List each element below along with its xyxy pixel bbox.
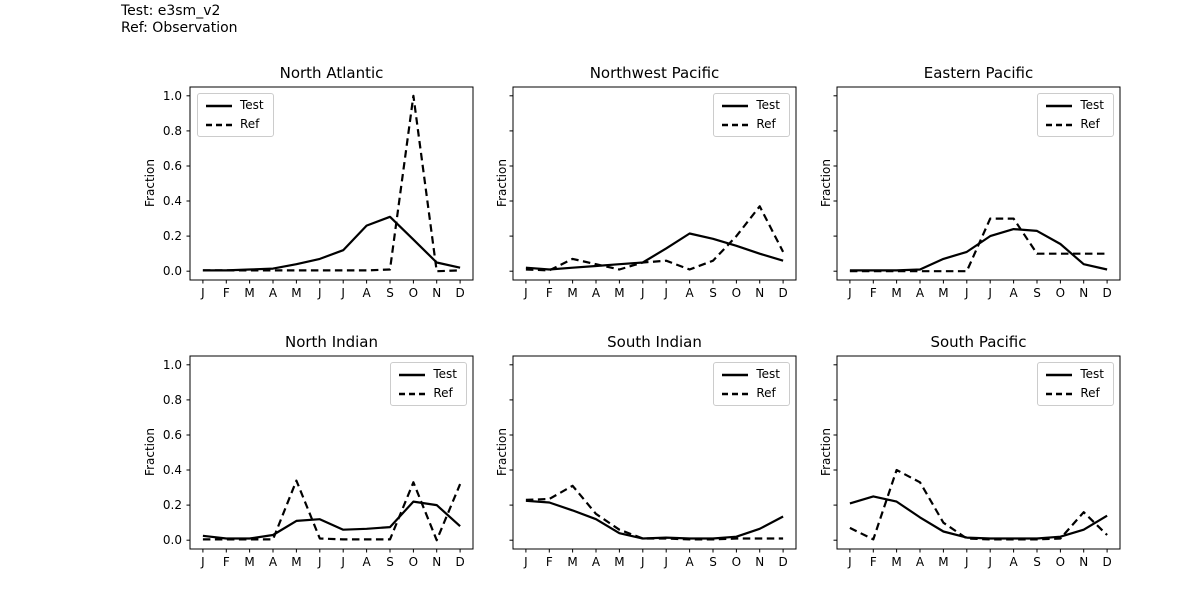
- legend-entry-test: [1046, 368, 1104, 381]
- legend-solid-line-icon: [206, 103, 232, 109]
- svg-text:A: A: [591, 555, 601, 569]
- svg-text:A: A: [268, 555, 278, 569]
- y-axis-label: Fraction: [819, 159, 833, 207]
- legend: [713, 93, 790, 137]
- chart-title: South Indian: [607, 333, 702, 351]
- legend-entry-ref: [722, 387, 780, 400]
- subplot-south-indian: [495, 333, 796, 569]
- legend: [1037, 362, 1114, 406]
- legend-entry-test: [206, 99, 264, 112]
- svg-text:O: O: [1055, 286, 1066, 300]
- subplot-northwest-pacific: [495, 64, 796, 300]
- y-axis-label: Fraction: [495, 428, 509, 476]
- y-axis-label: Fraction: [143, 428, 157, 476]
- svg-text:N: N: [1079, 555, 1089, 569]
- svg-text:M: M: [244, 555, 255, 569]
- legend-label-ref: Ref: [240, 117, 260, 131]
- svg-text:M: M: [291, 286, 302, 300]
- svg-text:N: N: [432, 286, 442, 300]
- svg-text:1.0: 1.0: [162, 88, 182, 103]
- svg-text:O: O: [408, 555, 419, 569]
- svg-text:J: J: [341, 555, 345, 569]
- svg-text:A: A: [685, 286, 694, 300]
- legend-entry-ref: [722, 118, 780, 131]
- svg-text:M: M: [938, 555, 949, 569]
- svg-text:J: J: [664, 555, 668, 569]
- legend-label-ref: Ref: [1080, 386, 1100, 400]
- svg-text:M: M: [614, 555, 625, 569]
- legend-label-test: Test: [1080, 98, 1104, 112]
- subplot-north-indian: [143, 333, 473, 569]
- legend-entry-test: [1046, 99, 1104, 112]
- svg-text:N: N: [432, 555, 442, 569]
- legend-label-ref: Ref: [756, 386, 776, 400]
- svg-text:S: S: [1033, 286, 1041, 300]
- svg-text:F: F: [545, 286, 553, 300]
- legend-entry-test: [722, 368, 780, 381]
- svg-text:J: J: [664, 286, 668, 300]
- svg-text:0.4: 0.4: [162, 194, 182, 208]
- svg-text:A: A: [915, 555, 925, 569]
- subplot-eastern-pacific: [819, 64, 1120, 300]
- svg-text:F: F: [222, 555, 230, 569]
- svg-text:0.2: 0.2: [162, 498, 182, 513]
- svg-text:F: F: [869, 555, 877, 569]
- svg-text:A: A: [1009, 286, 1018, 300]
- svg-text:J: J: [201, 286, 205, 300]
- svg-text:D: D: [455, 286, 465, 300]
- subplot-north-atlantic: [143, 64, 473, 300]
- svg-text:J: J: [988, 286, 992, 300]
- legend-dashed-line-icon: [206, 122, 232, 128]
- svg-text:M: M: [291, 555, 302, 569]
- svg-text:0.0: 0.0: [162, 533, 182, 548]
- legend-label-ref: Ref: [756, 117, 776, 131]
- svg-text:D: D: [455, 555, 465, 569]
- svg-text:J: J: [201, 555, 205, 569]
- svg-text:J: J: [965, 286, 969, 300]
- chart-title: North Atlantic: [279, 64, 384, 82]
- svg-text:M: M: [244, 286, 255, 300]
- svg-text:A: A: [362, 555, 371, 569]
- svg-text:J: J: [524, 286, 528, 300]
- chart-title: North Indian: [284, 333, 379, 351]
- legend-solid-line-icon: [1046, 372, 1072, 378]
- plot-area: [140, 82, 478, 322]
- svg-text:A: A: [268, 286, 278, 300]
- svg-text:J: J: [848, 555, 852, 569]
- legend-label-test: Test: [433, 367, 457, 381]
- legend-label-ref: Ref: [433, 386, 453, 400]
- legend-label-test: Test: [1080, 367, 1104, 381]
- svg-text:S: S: [709, 555, 717, 569]
- svg-text:0.6: 0.6: [162, 159, 182, 173]
- svg-text:J: J: [341, 286, 345, 300]
- svg-text:0.4: 0.4: [162, 463, 182, 477]
- svg-text:S: S: [386, 555, 394, 569]
- svg-text:F: F: [869, 286, 877, 300]
- svg-text:A: A: [915, 286, 925, 300]
- svg-text:N: N: [755, 286, 765, 300]
- svg-text:J: J: [318, 286, 322, 300]
- legend: [390, 362, 467, 406]
- legend-dashed-line-icon: [399, 391, 425, 397]
- svg-text:0.8: 0.8: [162, 392, 182, 407]
- legend-label-ref: Ref: [1080, 117, 1100, 131]
- legend-entry-test: [722, 99, 780, 112]
- svg-text:O: O: [1055, 555, 1066, 569]
- svg-text:D: D: [1102, 555, 1112, 569]
- svg-text:1.0: 1.0: [162, 357, 182, 372]
- legend-label-test: Test: [240, 98, 264, 112]
- svg-text:S: S: [386, 286, 394, 300]
- svg-text:J: J: [848, 286, 852, 300]
- svg-text:N: N: [755, 555, 765, 569]
- svg-text:D: D: [1102, 286, 1112, 300]
- svg-text:F: F: [222, 286, 230, 300]
- legend-dashed-line-icon: [722, 391, 748, 397]
- legend-dashed-line-icon: [1046, 391, 1072, 397]
- svg-text:J: J: [641, 286, 645, 300]
- svg-text:S: S: [1033, 555, 1041, 569]
- legend-solid-line-icon: [399, 372, 425, 378]
- svg-text:O: O: [408, 286, 419, 300]
- svg-text:M: M: [891, 555, 902, 569]
- svg-text:J: J: [988, 555, 992, 569]
- legend-label-test: Test: [756, 367, 780, 381]
- svg-text:M: M: [938, 286, 949, 300]
- svg-text:J: J: [318, 555, 322, 569]
- svg-text:A: A: [685, 555, 694, 569]
- y-axis-label: Fraction: [819, 428, 833, 476]
- chart-title: Northwest Pacific: [589, 64, 720, 82]
- legend-solid-line-icon: [722, 103, 748, 109]
- svg-text:D: D: [778, 555, 788, 569]
- svg-text:O: O: [731, 286, 742, 300]
- svg-text:N: N: [1079, 286, 1089, 300]
- svg-text:S: S: [709, 286, 717, 300]
- subplot-south-pacific: [819, 333, 1120, 569]
- svg-text:J: J: [641, 555, 645, 569]
- svg-text:0.6: 0.6: [162, 428, 182, 442]
- legend-solid-line-icon: [1046, 103, 1072, 109]
- svg-text:0.0: 0.0: [162, 264, 182, 279]
- legend-dashed-line-icon: [722, 122, 748, 128]
- svg-text:A: A: [362, 286, 371, 300]
- legend: [713, 362, 790, 406]
- svg-text:J: J: [965, 555, 969, 569]
- svg-text:J: J: [524, 555, 528, 569]
- figure-header: [121, 3, 238, 37]
- svg-text:A: A: [1009, 555, 1018, 569]
- svg-text:M: M: [614, 286, 625, 300]
- legend-solid-line-icon: [722, 372, 748, 378]
- svg-text:M: M: [891, 286, 902, 300]
- svg-text:0.8: 0.8: [162, 123, 182, 138]
- chart-title: Eastern Pacific: [923, 64, 1034, 82]
- legend-dashed-line-icon: [1046, 122, 1072, 128]
- svg-text:D: D: [778, 286, 788, 300]
- legend: [1037, 93, 1114, 137]
- y-axis-label: Fraction: [495, 159, 509, 207]
- legend-entry-ref: [1046, 387, 1104, 400]
- legend: [197, 93, 274, 137]
- legend-entry-ref: [399, 387, 457, 400]
- legend-entry-ref: [1046, 118, 1104, 131]
- svg-text:0.2: 0.2: [162, 229, 182, 244]
- svg-text:M: M: [567, 286, 578, 300]
- svg-text:A: A: [591, 286, 601, 300]
- header-test-line: Test: e3sm_v2: [121, 3, 221, 19]
- y-axis-label: Fraction: [143, 159, 157, 207]
- legend-entry-test: [399, 368, 457, 381]
- svg-text:M: M: [567, 555, 578, 569]
- chart-title: South Pacific: [930, 333, 1027, 351]
- legend-entry-ref: [206, 118, 264, 131]
- svg-text:F: F: [545, 555, 553, 569]
- svg-text:O: O: [731, 555, 742, 569]
- legend-label-test: Test: [756, 98, 780, 112]
- header-ref-line: Ref: Observation: [121, 20, 238, 36]
